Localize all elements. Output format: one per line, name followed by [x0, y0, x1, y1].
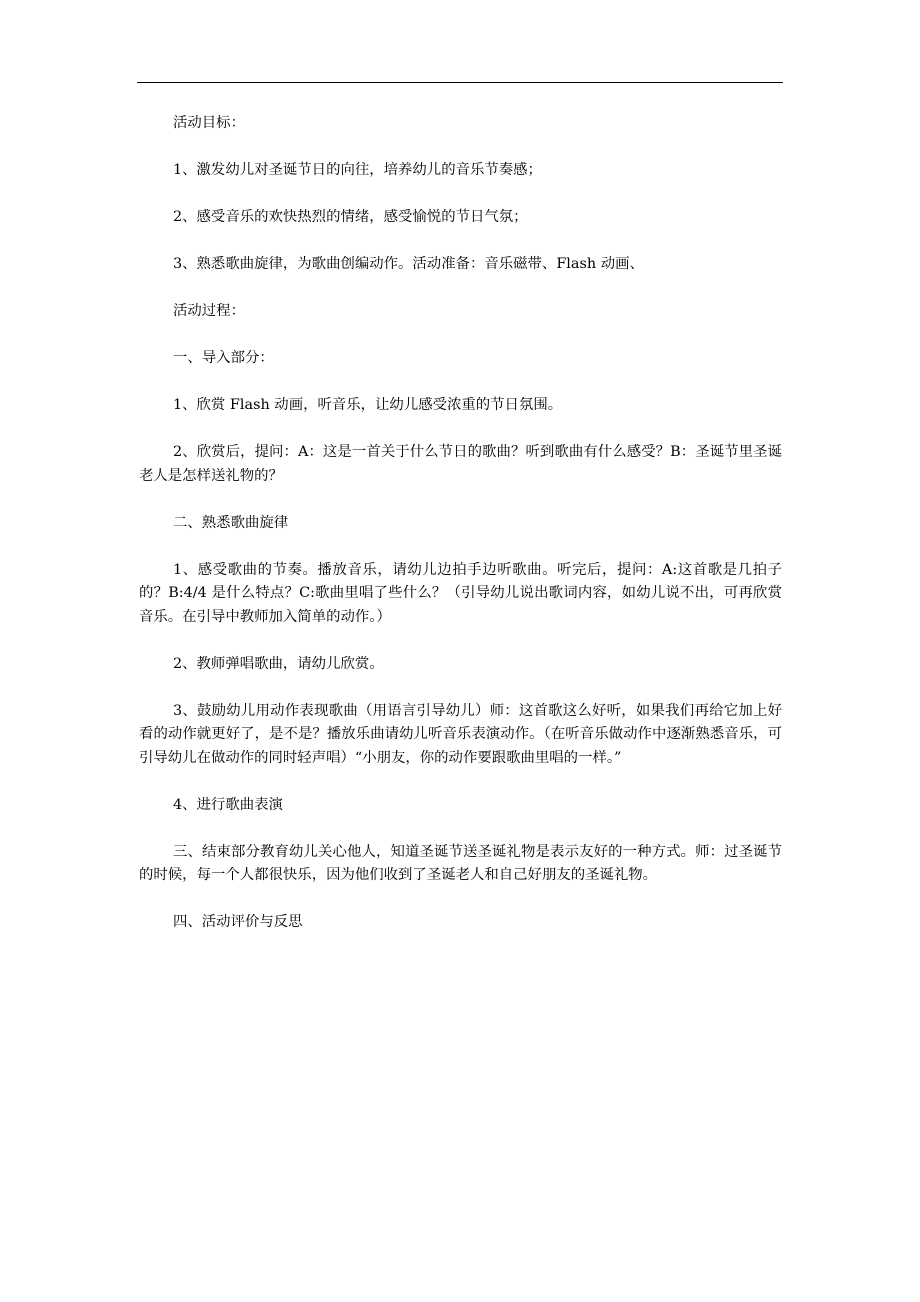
paragraph-goals-heading: 活动目标：	[173, 115, 245, 131]
paragraph-intro-step-2: 2、欣赏后，提问：A：这是一首关于什么节日的歌曲？听到歌曲有什么感受？B：圣诞节里圣诞老人是怎样送礼物的？	[139, 444, 782, 484]
paragraph-goal-2: 2、感受音乐的欢快热烈的情绪，感受愉悦的节日气氛；	[173, 209, 528, 225]
paragraph-process-heading: 活动过程：	[173, 303, 245, 319]
paragraph-section-closing: 三、结束部分教育幼儿关心他人，知道圣诞节送圣诞礼物是表示友好的一种方式。师：过圣诞节的时候，每一个人都很快乐，因为他们收到了圣诞老人和自己好朋友的圣诞礼物。	[139, 843, 782, 883]
paragraph-melody-step-2: 2、教师弹唱歌曲，请幼儿欣赏。	[173, 655, 384, 672]
header-rule	[137, 82, 783, 83]
paragraph-section-intro: 一、导入部分：	[173, 350, 274, 366]
paragraph-section-melody: 二、熟悉歌曲旋律	[173, 514, 289, 531]
paragraph-melody-step-4: 4、进行歌曲表演	[173, 796, 283, 813]
paragraph-melody-step-3: 3、鼓励幼儿用动作表现歌曲（用语言引导幼儿）师：这首歌这么好听，如果我们再给它加上好看的动作就更好了，是不是？播放乐曲请幼儿听音乐表演动作。（在听音乐做动作中逐渐熟悉音乐，可引导幼儿在做动作的同时轻声唱）“小朋友，你的动作要跟歌曲里唱的一样。”	[139, 702, 782, 766]
paragraph-section-reflection: 四、活动评价与反思	[173, 914, 303, 930]
document-body	[139, 112, 782, 958]
paragraph-goal-3-preparation: 3、熟悉歌曲旋律，为歌曲创编动作。活动准备：音乐磁带、Flash 动画、	[173, 256, 644, 272]
paragraph-goal-1: 1、激发幼儿对圣诞节日的向往，培养幼儿的音乐节奏感；	[173, 162, 542, 178]
paragraph-melody-step-1: 1、感受歌曲的节奏。播放音乐，请幼儿边拍手边听歌曲。听完后，提问：A:这首歌是几拍子的？B:4/4 是什么特点？C:歌曲里唱了些什么？（引导幼儿说出歌词内容，如幼儿说不出，可再欣赏音乐。在引导中教师加入简单的动作。）	[139, 561, 782, 625]
paragraph-intro-step-1: 1、欣赏 Flash 动画，听音乐，让幼儿感受浓重的节日氛围。	[173, 397, 563, 413]
